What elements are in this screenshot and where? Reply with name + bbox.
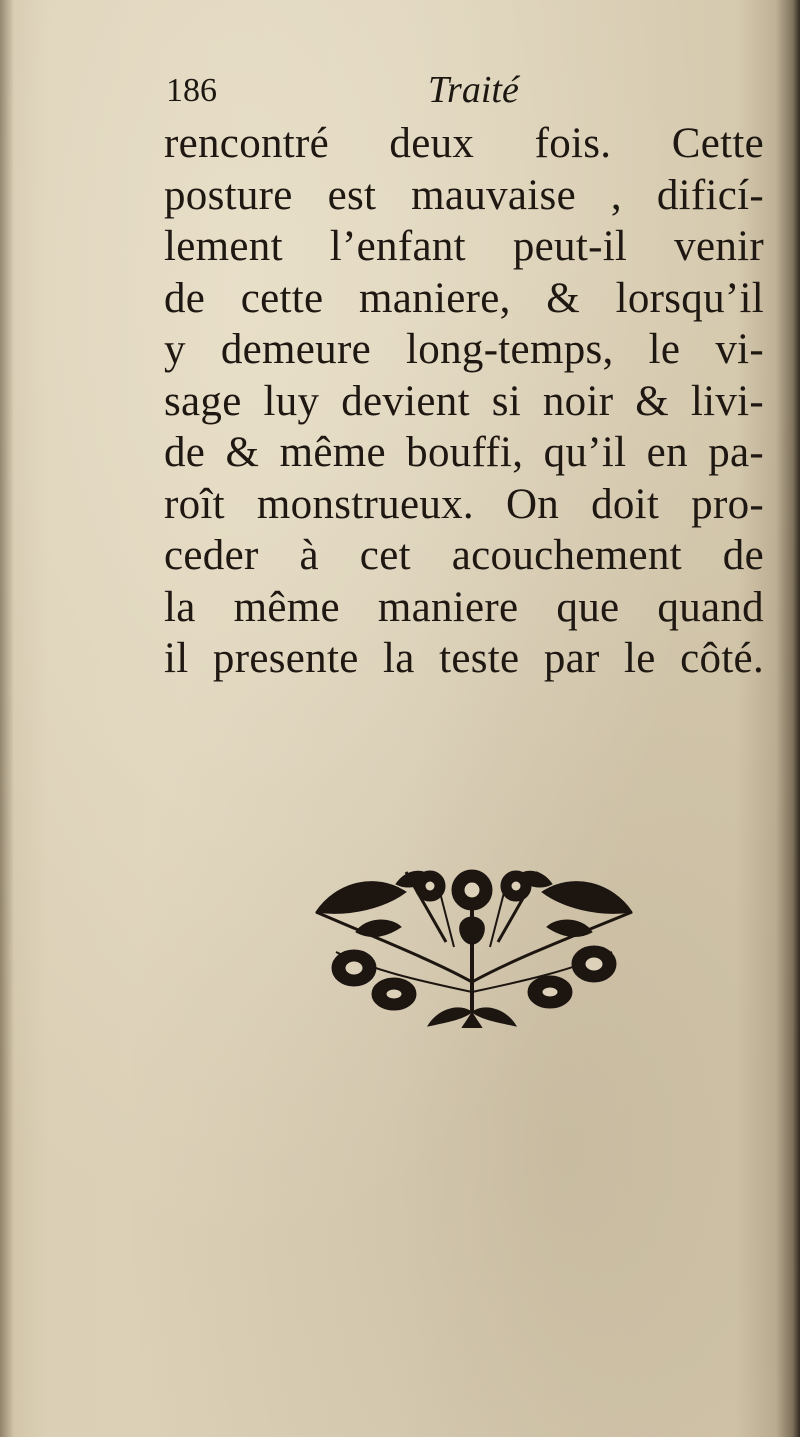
page-number: 186 [166,72,217,109]
text-line: lement l’enfant peut-il venir [164,223,764,270]
text-line: il presente la teste par le côté. [164,635,764,682]
text-line: ceder à cet acouchement de [164,532,764,579]
text-line: rencontré deux fois. Cette [164,120,764,167]
page-header [166,66,766,126]
text-line: de & même bouffi, qu’il en pa- [164,429,764,476]
running-head: Traité [428,69,519,111]
floral-vignette-icon [296,862,652,1028]
page-left-edge [0,0,14,1437]
text-line: la même maniere que quand [164,583,764,631]
page-binding-shadow [776,0,800,1437]
text-line: posture est mauvaise , dificí- [164,171,764,219]
text-line: de cette maniere, & lorsqu’il [164,274,764,322]
body-paragraph [164,118,764,685]
text-line: sage luy devient si noir & livi- [164,377,764,425]
text-line: roît monstrueux. On doit pro- [164,480,764,528]
text-line: y demeure long-temps, le vi- [164,326,764,373]
